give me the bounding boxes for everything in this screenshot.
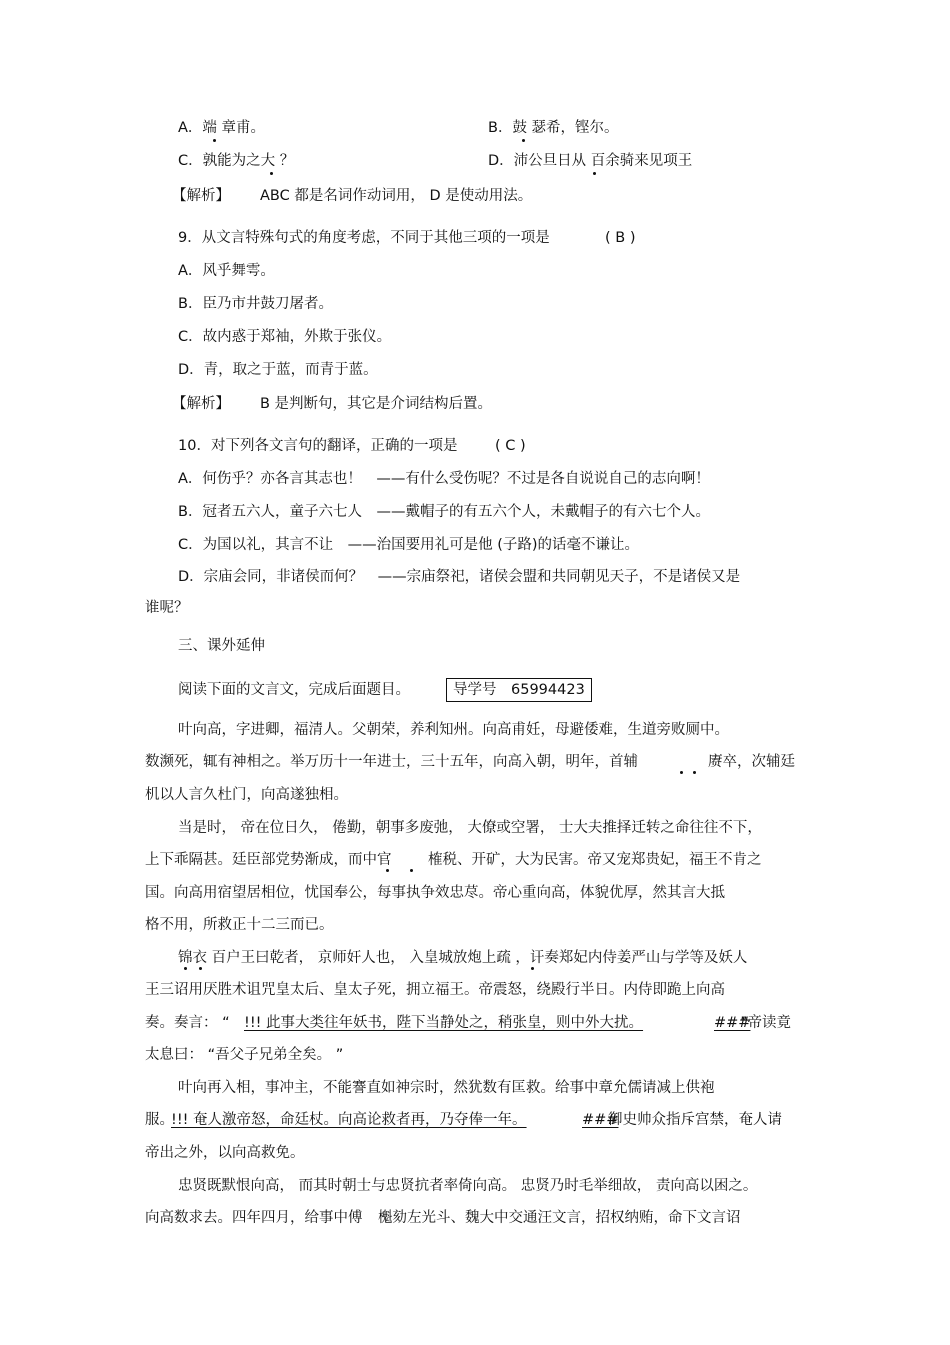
passage-line: 榷税、开矿，大为民害。帝又宠郑贵妃，福王不肯之 <box>428 852 762 868</box>
q10-option-d-continued: 谁呢？ <box>145 600 189 616</box>
passage-line: 叶向再入相，事冲主，不能謇直如神宗时，然犹数有匡救。给事中章允儒请减上供袍 <box>178 1080 715 1096</box>
q8-option-c: C．孰能为之大 ？ <box>178 153 295 169</box>
study-code-box: 导学号 65994423 <box>446 678 592 702</box>
passage-line: 奏。奏言： “ <box>145 1015 230 1031</box>
q9-analysis: B 是判断句，其它是介词结构后置。 <box>260 396 493 412</box>
underlined-marker: ### <box>582 1112 619 1128</box>
q8-option-b: B．鼓 瑟希，铿尔。 <box>488 120 619 136</box>
underlined-sentence: !!! 奄人激帝怒，命廷杖。向高论救者再，乃夺俸一年。 <box>171 1112 527 1128</box>
q9-option-a: A．风乎舞雩。 <box>178 263 275 279</box>
q10-stem: 10．对下列各文言句的翻译，正确的一项是 <box>178 438 458 454</box>
q8-analysis: ABC 都是名词作动词用， D 是使动用法。 <box>260 188 533 204</box>
q9-option-b: B．臣乃市井鼓刀屠者。 <box>178 296 333 312</box>
passage-line: 上下乖隔甚。廷臣部党势渐成，而中官 <box>145 852 392 868</box>
section-heading: 三、课外延伸 <box>178 638 265 654</box>
q10-answer: ( C ) <box>495 438 526 454</box>
passage-line: 忠贤既默恨向高， 而其时朝士与忠贤抗者率倚向高。 忠贤乃时毛举细故， 责向高以困之。 <box>178 1178 758 1194</box>
passage-line: ”帝读竟 <box>740 1015 792 1031</box>
passage-line: 太息曰： “吾父子兄弟全矣。 ” <box>145 1047 344 1063</box>
emphasis-dot <box>270 172 273 175</box>
q10-option-d: D．宗庙会同，非诸侯而何？ ——宗庙祭祀，诸侯会盟和共同朝见天子，不是诸侯又是 <box>178 569 741 585</box>
passage-line: 服。 <box>145 1112 174 1128</box>
passage-line: 锦衣 百户王曰乾者， 京师奸人也， 入皇城放炮上疏 ，讦奏郑妃内侍姜严山与学等及妖人 <box>178 950 748 966</box>
passage-line: 御史帅众指斥宫禁，奄人请 <box>608 1112 782 1128</box>
q10-option-a: A．何伤乎？亦各言其志也！ ——有什么受伤呢？不过是各自说说自己的志向啊！ <box>178 471 710 487</box>
emphasis-dot <box>680 771 683 774</box>
emphasis-dot <box>386 869 389 872</box>
underlined-marker: ### <box>714 1015 751 1031</box>
passage-line: 数濒死，辄有神相之。举万历十一年进士，三十五年，向高入朝，明年，首辅 <box>145 754 638 770</box>
passage-line: 当是时， 帝在位日久， 倦勤，朝事多废弛， 大僚或空署， 士大夫推择迁转之命往往不下， <box>178 820 762 836</box>
q10-option-c: C．为国以礼，其言不让 ——治国要用礼可是他 (子路)的话毫不谦让。 <box>178 537 640 553</box>
emphasis-dot <box>693 771 696 774</box>
q8-analysis-label: 【解析】 <box>172 188 230 204</box>
emphasis-dot <box>410 869 413 872</box>
passage-line: 国。向高用宿望居相位，忧国奉公，每事执争效忠荩。帝心重向高，体貌优厚，然其言大抵 <box>145 885 725 901</box>
q9-answer: ( B ) <box>605 230 636 246</box>
section-intro: 阅读下面的文言文，完成后面题目。 <box>178 682 410 698</box>
q8-option-a: A．端 章甫。 <box>178 120 266 136</box>
emphasis-dot <box>184 967 187 970</box>
passage-line: 赓卒，次辅廷 <box>708 754 795 770</box>
q10-option-b: B．冠者五六人，童子六七人 ——戴帽子的有五六个人，未戴帽子的有六七个人。 <box>178 504 710 520</box>
passage-line: 王三诏用厌胜术诅咒皇太后、皇太子死，拥立福王。帝震怒，绕殿行半日。内侍即跪上向高 <box>145 982 725 998</box>
passage-line: 櫆劾左光斗、魏大中交通汪文言，招权纳贿，命下文言诏 <box>378 1210 741 1226</box>
passage-line: 向高数求去。四年四月，给事中傅 <box>145 1210 363 1226</box>
passage-line: 机以人言久杜门，向高遂独相。 <box>145 787 348 803</box>
passage-line: 帝出之外，以向高救免。 <box>145 1145 305 1161</box>
passage-line: 格不用，所救正十二三而已。 <box>145 917 334 933</box>
emphasis-dot <box>531 967 534 970</box>
passage-line: 叶向高，字进卿，福清人。父朝荣，养利知州。向高甫妊，母避倭难，生道旁败厕中。 <box>178 722 729 738</box>
q9-analysis-label: 【解析】 <box>172 396 230 412</box>
q9-option-c: C．故内惑于郑袖，外欺于张仪。 <box>178 329 392 345</box>
underlined-sentence: !!! 此事大类往年妖书，陛下当静处之，稍张皇，则中外大扰。 <box>244 1015 644 1031</box>
q9-stem: 9．从文言特殊句式的角度考虑，不同于其他三项的一项是 <box>178 230 550 246</box>
q8-option-d: D．沛公旦日从 百余骑来见项王 <box>488 153 693 169</box>
emphasis-dot <box>213 139 216 142</box>
emphasis-dot <box>522 139 525 142</box>
emphasis-dot <box>593 172 596 175</box>
q9-option-d: D．青，取之于蓝，而青于蓝。 <box>178 362 378 378</box>
emphasis-dot <box>199 967 202 970</box>
